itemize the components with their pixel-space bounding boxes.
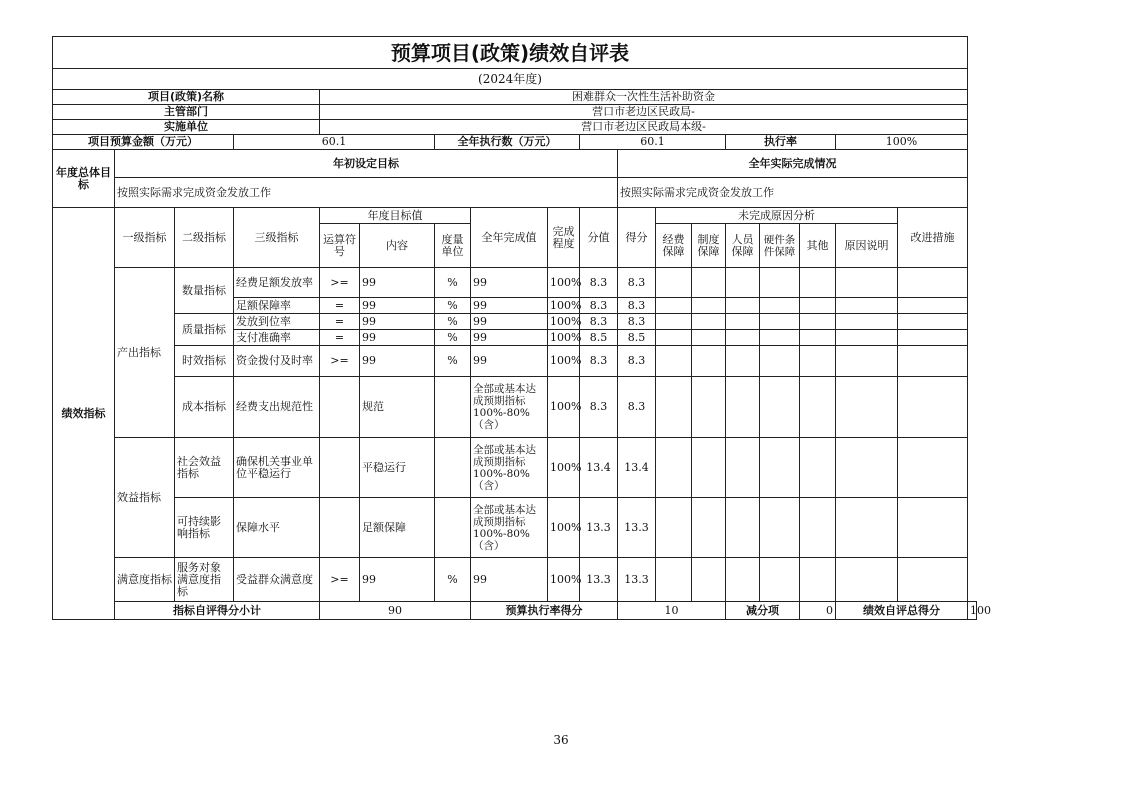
reason-group-header: 未完成原因分析	[656, 208, 898, 224]
indicator-actual: 99	[471, 298, 548, 314]
reason-funding-header: 经费保障	[656, 224, 692, 268]
indicator-actual: 99	[471, 314, 548, 330]
actual-goal-header: 全年实际完成情况	[618, 150, 968, 178]
reason-hardware-header: 硬件条件保障	[760, 224, 800, 268]
service-group: 服务对象满意度指标	[175, 558, 234, 602]
reason-staff-header: 人员保障	[726, 224, 760, 268]
deduct-value: 0	[800, 602, 836, 620]
total-value: 100	[968, 602, 977, 620]
indicator-got: 8.3	[618, 298, 656, 314]
indicator-actual: 99	[471, 346, 548, 377]
indicator-got: 13.3	[618, 498, 656, 558]
budget-score-label: 预算执行率得分	[471, 602, 618, 620]
page-number: 36	[553, 733, 569, 747]
rate-value: 100%	[836, 135, 968, 150]
reason-system-header: 制度保障	[692, 224, 726, 268]
indicator-name: 支付准确率	[234, 330, 320, 346]
annual-goal-label: 年度总体目标	[53, 150, 115, 208]
exec-label: 全年执行数（万元）	[435, 135, 580, 150]
reason-note-header: 原因说明	[836, 224, 898, 268]
indicator-content: 99	[360, 346, 435, 377]
indicator-unit	[435, 498, 471, 558]
indicator-degree: 100%	[548, 377, 580, 438]
indicator-op: >=	[320, 346, 360, 377]
cost-group: 成本指标	[175, 377, 234, 438]
indicator-name: 受益群众满意度	[234, 558, 320, 602]
indicator-content: 99	[360, 298, 435, 314]
indicator-got: 13.4	[618, 438, 656, 498]
unit-value: 营口市老边区民政局本级-	[320, 120, 968, 135]
indicator-unit: %	[435, 298, 471, 314]
op-header: 运算符号	[320, 224, 360, 268]
indicator-content: 99	[360, 314, 435, 330]
deduct-label: 减分项	[726, 602, 800, 620]
total-label: 绩效自评总得分	[836, 602, 968, 620]
indicator-degree: 100%	[548, 298, 580, 314]
level1-header: 一级指标	[115, 208, 175, 268]
indicator-op	[320, 438, 360, 498]
budget-label: 项目预算金额（万元）	[53, 135, 234, 150]
indicator-name: 确保机关事业单位平稳运行	[234, 438, 320, 498]
quality-group: 质量指标	[175, 314, 234, 346]
indicator-actual: 全部或基本达成预期指标100%-80%（含）	[471, 498, 548, 558]
indicator-op: >=	[320, 268, 360, 298]
indicator-score: 13.3	[580, 498, 618, 558]
indicator-content: 平稳运行	[360, 438, 435, 498]
benefit-group: 效益指标	[115, 438, 175, 558]
indicator-op	[320, 377, 360, 438]
indicator-degree: 100%	[548, 558, 580, 602]
content-header: 内容	[360, 224, 435, 268]
indicator-actual: 全部或基本达成预期指标100%-80%（含）	[471, 438, 548, 498]
indicator-degree: 100%	[548, 330, 580, 346]
indicator-degree: 100%	[548, 314, 580, 330]
indicator-got: 8.3	[618, 268, 656, 298]
indicator-unit	[435, 438, 471, 498]
project-name-value: 困难群众一次性生活补助资金	[320, 90, 968, 105]
dept-value: 营口市老边区民政局-	[320, 105, 968, 120]
got-header: 得分	[618, 208, 656, 268]
indicator-actual: 99	[471, 330, 548, 346]
timeliness-group: 时效指标	[175, 346, 234, 377]
indicator-score: 8.3	[580, 314, 618, 330]
reason-other-header: 其他	[800, 224, 836, 268]
indicator-score: 8.3	[580, 346, 618, 377]
score-header: 分值	[580, 208, 618, 268]
quantity-group: 数量指标	[175, 268, 234, 314]
indicator-name: 经费支出规范性	[234, 377, 320, 438]
indicator-got: 13.3	[618, 558, 656, 602]
actual-header: 全年完成值	[471, 208, 548, 268]
report-year: (2024年度)	[53, 69, 968, 90]
indicator-got: 8.5	[618, 330, 656, 346]
plan-goal-text: 按照实际需求完成资金发放工作	[115, 178, 618, 208]
indicator-content: 足额保障	[360, 498, 435, 558]
indicator-unit: %	[435, 314, 471, 330]
improve-header: 改进措施	[898, 208, 968, 268]
indicator-name: 资金拨付及时率	[234, 346, 320, 377]
indicator-score: 8.3	[580, 298, 618, 314]
target-group-header: 年度目标值	[320, 208, 471, 224]
sustain-group: 可持续影响指标	[175, 498, 234, 558]
indicator-score: 8.5	[580, 330, 618, 346]
indicator-got: 8.3	[618, 377, 656, 438]
indicator-op	[320, 498, 360, 558]
social-group: 社会效益指标	[175, 438, 234, 498]
indicator-degree: 100%	[548, 268, 580, 298]
indicator-op: =	[320, 298, 360, 314]
section-label: 绩效指标	[53, 208, 115, 620]
indicator-actual: 99	[471, 558, 548, 602]
indicator-content: 99	[360, 558, 435, 602]
degree-header: 完成程度	[548, 208, 580, 268]
indicator-actual: 全部或基本达成预期指标100%-80%（含）	[471, 377, 548, 438]
indicator-unit: %	[435, 268, 471, 298]
unit-header: 度量单位	[435, 224, 471, 268]
evaluation-sheet	[52, 36, 991, 620]
evaluation-table	[52, 36, 991, 620]
project-name-label: 项目(政策)名称	[53, 90, 320, 105]
budget-score-value: 10	[618, 602, 726, 620]
indicator-degree: 100%	[548, 346, 580, 377]
indicator-got: 8.3	[618, 314, 656, 330]
level2-header: 二级指标	[175, 208, 234, 268]
indicator-got: 8.3	[618, 346, 656, 377]
indicator-name: 经费足额发放率	[234, 268, 320, 298]
indicator-op: >=	[320, 558, 360, 602]
rate-label: 执行率	[726, 135, 836, 150]
output-group: 产出指标	[115, 268, 175, 438]
indicator-name: 保障水平	[234, 498, 320, 558]
indicator-content: 规范	[360, 377, 435, 438]
indicator-score: 13.3	[580, 558, 618, 602]
table-row	[53, 438, 977, 498]
satisfaction-group: 满意度指标	[115, 558, 175, 602]
table-row	[53, 346, 977, 377]
actual-goal-text: 按照实际需求完成资金发放工作	[618, 178, 968, 208]
indicator-score: 13.4	[580, 438, 618, 498]
indicator-name: 发放到位率	[234, 314, 320, 330]
indicator-content: 99	[360, 330, 435, 346]
indicator-unit: %	[435, 558, 471, 602]
table-row	[53, 314, 977, 330]
indicator-degree: 100%	[548, 438, 580, 498]
indicator-score: 8.3	[580, 377, 618, 438]
table-row	[53, 498, 977, 558]
subtotal-value: 90	[320, 602, 471, 620]
unit-label: 实施单位	[53, 120, 320, 135]
table-row	[53, 268, 977, 298]
table-row	[53, 558, 977, 602]
budget-value: 60.1	[234, 135, 435, 150]
table-row	[53, 377, 977, 438]
indicator-op: =	[320, 314, 360, 330]
indicator-unit	[435, 377, 471, 438]
plan-goal-header: 年初设定目标	[115, 150, 618, 178]
page-title: 预算项目(政策)绩效自评表	[53, 37, 968, 69]
indicator-score: 8.3	[580, 268, 618, 298]
indicator-op: =	[320, 330, 360, 346]
indicator-unit: %	[435, 346, 471, 377]
subtotal-label: 指标自评得分小计	[115, 602, 320, 620]
indicator-actual: 99	[471, 268, 548, 298]
indicator-degree: 100%	[548, 498, 580, 558]
level3-header: 三级指标	[234, 208, 320, 268]
indicator-name: 足额保障率	[234, 298, 320, 314]
indicator-content: 99	[360, 268, 435, 298]
dept-label: 主管部门	[53, 105, 320, 120]
indicator-unit: %	[435, 330, 471, 346]
exec-value: 60.1	[580, 135, 726, 150]
